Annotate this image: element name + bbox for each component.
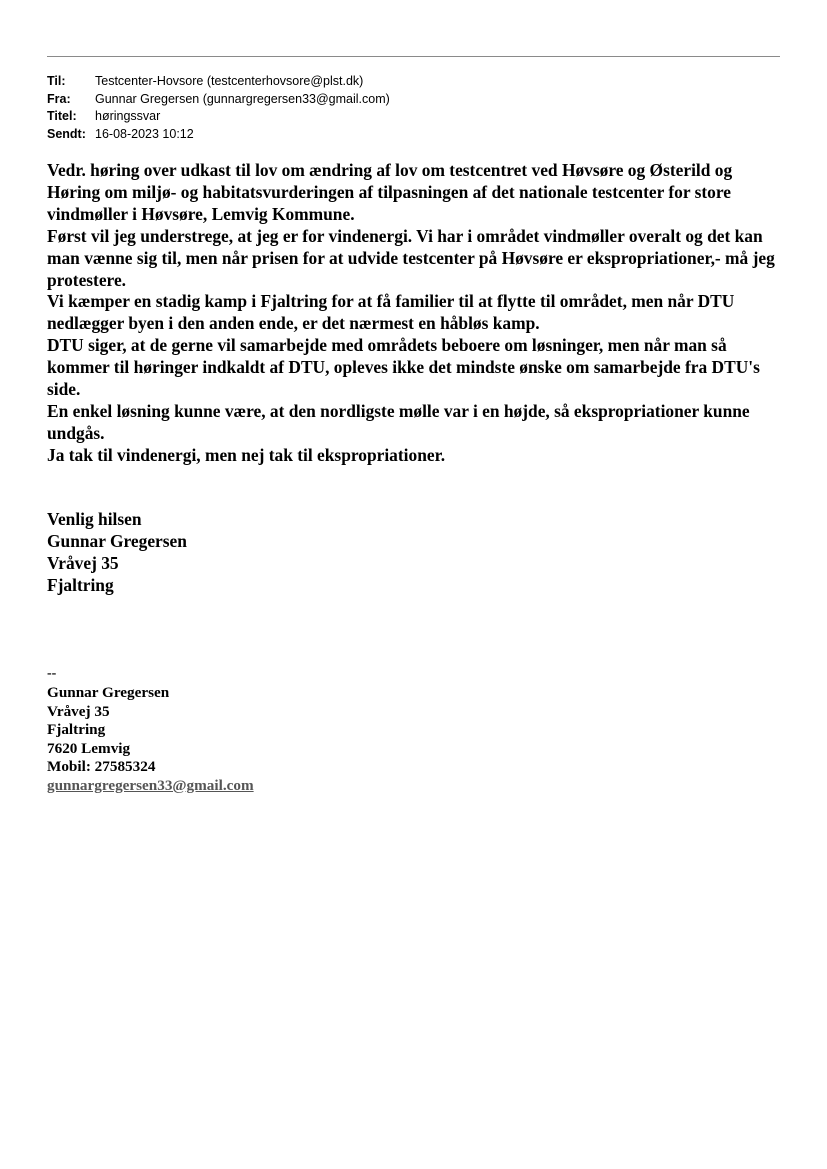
contact-postal: 7620 Lemvig xyxy=(47,739,131,757)
contact-town: Fjaltring xyxy=(47,721,106,738)
to-row xyxy=(47,73,390,91)
contact-name: Gunnar Gregersen xyxy=(47,684,170,701)
signature-town: Fjaltring xyxy=(47,574,114,595)
title-row xyxy=(47,108,390,126)
body-paragraph: DTU siger, at de gerne vil samarbejde med områdets beboere om løsninger, men når man så kommer til høringer indkaldt af DTU, opleves ikke det mindste ønske om samarbejde fra DTU's side. xyxy=(47,335,760,400)
signature-street: Vråvej 35 xyxy=(47,552,119,573)
sent-row xyxy=(47,126,390,144)
from-label: Fra: xyxy=(47,91,71,106)
sent-label: Sendt: xyxy=(47,127,86,142)
from-row xyxy=(47,91,390,109)
body-paragraph: Vedr. høring over udkast til lov om ændring af lov om testcentret ved Høvsøre og Østerild og xyxy=(47,160,733,180)
signature-greeting: Venlig hilsen xyxy=(47,509,142,529)
title-label: Titel: xyxy=(47,109,77,124)
body-paragraph: Først vil jeg understrege, at jeg er for vindenergi. Vi har i området vindmøller overalt og det kan man vænne sig til, men når prisen for at udvide testcenter på Høvsøre er ekspropriationer,- må jeg protestere. xyxy=(47,225,775,290)
body-paragraph: Vi kæmper en stadig kamp i Fjaltring for at få familier til at flytte til området, men når DTU nedlægger byen i den anden ende, er det nærmest en håbløs kamp. xyxy=(47,291,735,334)
contact-street: Vråvej 35 xyxy=(47,702,110,720)
to-label: Til: xyxy=(47,74,66,88)
body-paragraph: Høring om miljø- og habitatsvurderingen af tilpasningen af det nationale testcenter for store vindmøller i Høvsøre, Lemvig Kommune. xyxy=(47,181,731,224)
contact-block xyxy=(47,684,254,795)
contact-mobile: Mobil: 27585324 xyxy=(47,758,156,775)
signature xyxy=(47,509,187,597)
body-paragraph: Ja tak til vindenergi, men nej tak til ekspropriationer. xyxy=(47,444,446,465)
title-value: høringssvar xyxy=(95,109,161,124)
to-value: Testcenter-Hovsore (testcenterhovsore@plst.dk) xyxy=(95,74,364,88)
header-divider xyxy=(47,56,780,57)
contact-email-link[interactable]: gunnargregersen33@gmail.com xyxy=(47,776,254,794)
from-value: Gunnar Gregersen (gunnargregersen33@gmail.com) xyxy=(95,91,390,106)
body-paragraph: En enkel løsning kunne være, at den nordligste mølle var i en højde, så ekspropriationer kunne undgås. xyxy=(47,400,750,443)
signature-name: Gunnar Gregersen xyxy=(47,530,187,551)
sent-value: 16-08-2023 10:12 xyxy=(95,127,194,142)
email-header xyxy=(47,73,390,144)
email-body xyxy=(47,160,782,467)
signature-separator: -- xyxy=(47,666,57,681)
